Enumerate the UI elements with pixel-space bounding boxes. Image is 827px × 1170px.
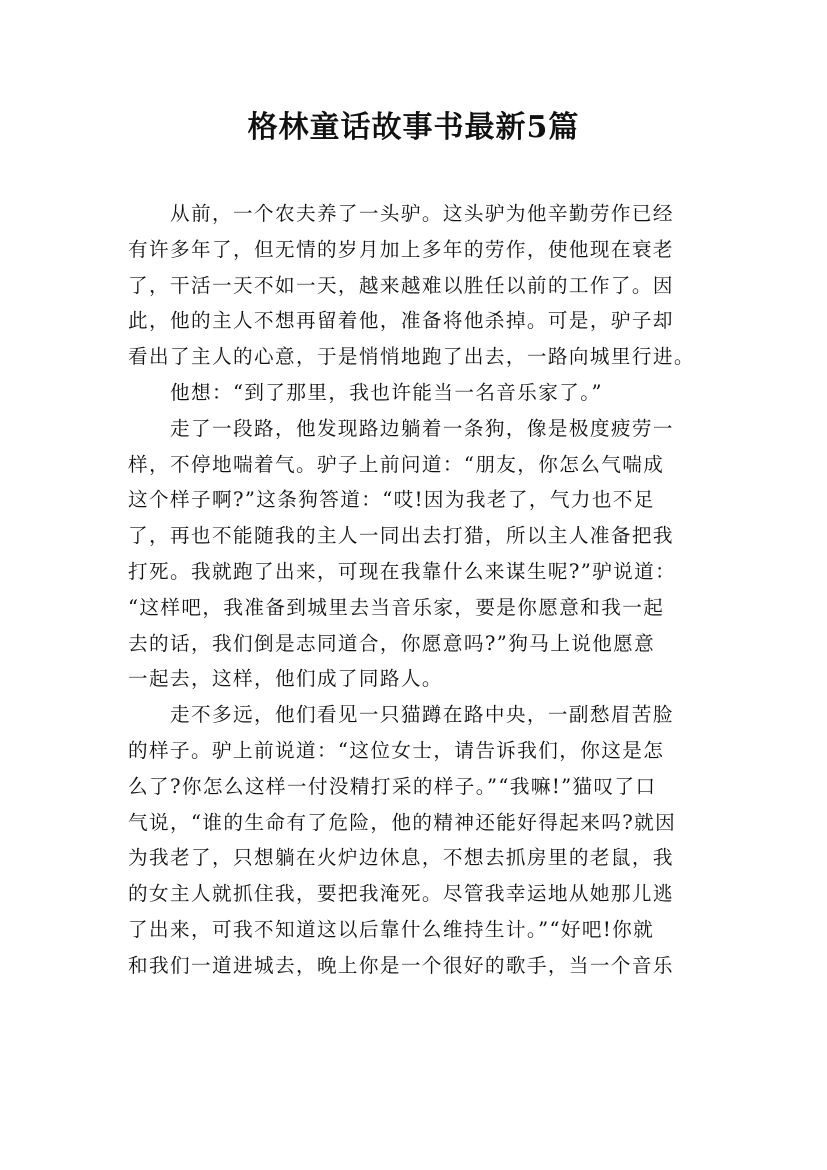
text-line: 打死。我就跑了出来，可现在我靠什么来谋生呢?”驴说道： <box>128 559 677 583</box>
document-body <box>128 196 708 984</box>
text-line: 有许多年了，但无情的岁月加上多年的劳作，使他现在衰老 <box>128 237 674 261</box>
paragraph-donkey-leaves <box>128 196 708 375</box>
text-line: 的样子。驴上前说道：“这位女士，请告诉我们，你这是怎 <box>128 738 665 762</box>
text-line: 和我们一道进城去，晚上你是一个很好的歌手，当一个音乐 <box>128 953 674 977</box>
paragraph-cat <box>128 697 708 983</box>
text-line: 看出了主人的心意，于是悄悄地跑了出去，一路向城里行进。 <box>128 345 695 369</box>
document-title: 格林童话故事书最新5篇 <box>247 110 580 145</box>
text-line: 一起去，这样，他们成了同路人。 <box>128 667 443 691</box>
paragraph-donkey-thinks <box>128 375 708 411</box>
text-line: 了出来，可我不知道这以后靠什么维持生计。”“好吧!你就 <box>128 917 655 941</box>
text-line: “这样吧，我准备到城里去当音乐家，要是你愿意和我一起 <box>128 595 665 619</box>
text-line: 了，干活一天不如一天，越来越难以胜任以前的工作了。因 <box>128 273 674 297</box>
text-line: 了，再也不能随我的主人一同出去打猎，所以主人准备把我 <box>128 524 674 548</box>
text-line: 他想：“到了那里，我也许能当一名音乐家了。” <box>128 380 603 404</box>
text-line: 的女主人就抓住我，要把我淹死。尽管我幸运地从她那儿逃 <box>128 882 674 906</box>
text-line: 为我老了，只想躺在火炉边休息，不想去抓房里的老鼠，我 <box>128 846 674 870</box>
text-line: 走不多远，他们看见一只猫蹲在路中央，一副愁眉苦脸 <box>128 703 674 727</box>
text-line: 走了一段路，他发现路边躺着一条狗，像是极度疲劳一 <box>128 416 674 440</box>
text-line: 此，他的主人不想再留着他，准备将他杀掉。可是，驴子却 <box>128 309 674 333</box>
text-line: 从前，一个农夫养了一头驴。这头驴为他辛勤劳作已经 <box>128 202 674 225</box>
text-line: 气说，“谁的生命有了危险，他的精神还能好得起来吗?就因 <box>128 810 677 834</box>
text-line: 样，不停地喘着气。驴子上前问道：“朋友，你怎么气喘成 <box>128 452 665 476</box>
text-line: 去的话，我们倒是志同道合，你愿意吗?”狗马上说他愿意 <box>128 631 656 655</box>
text-line: 这个样子啊?”这条狗答道：“哎!因为我老了，气力也不足 <box>128 488 655 512</box>
paragraph-dog <box>128 411 708 697</box>
text-line: 么了?你怎么这样一付没精打采的样子。”“我嘛!”猫叹了口 <box>128 774 657 798</box>
